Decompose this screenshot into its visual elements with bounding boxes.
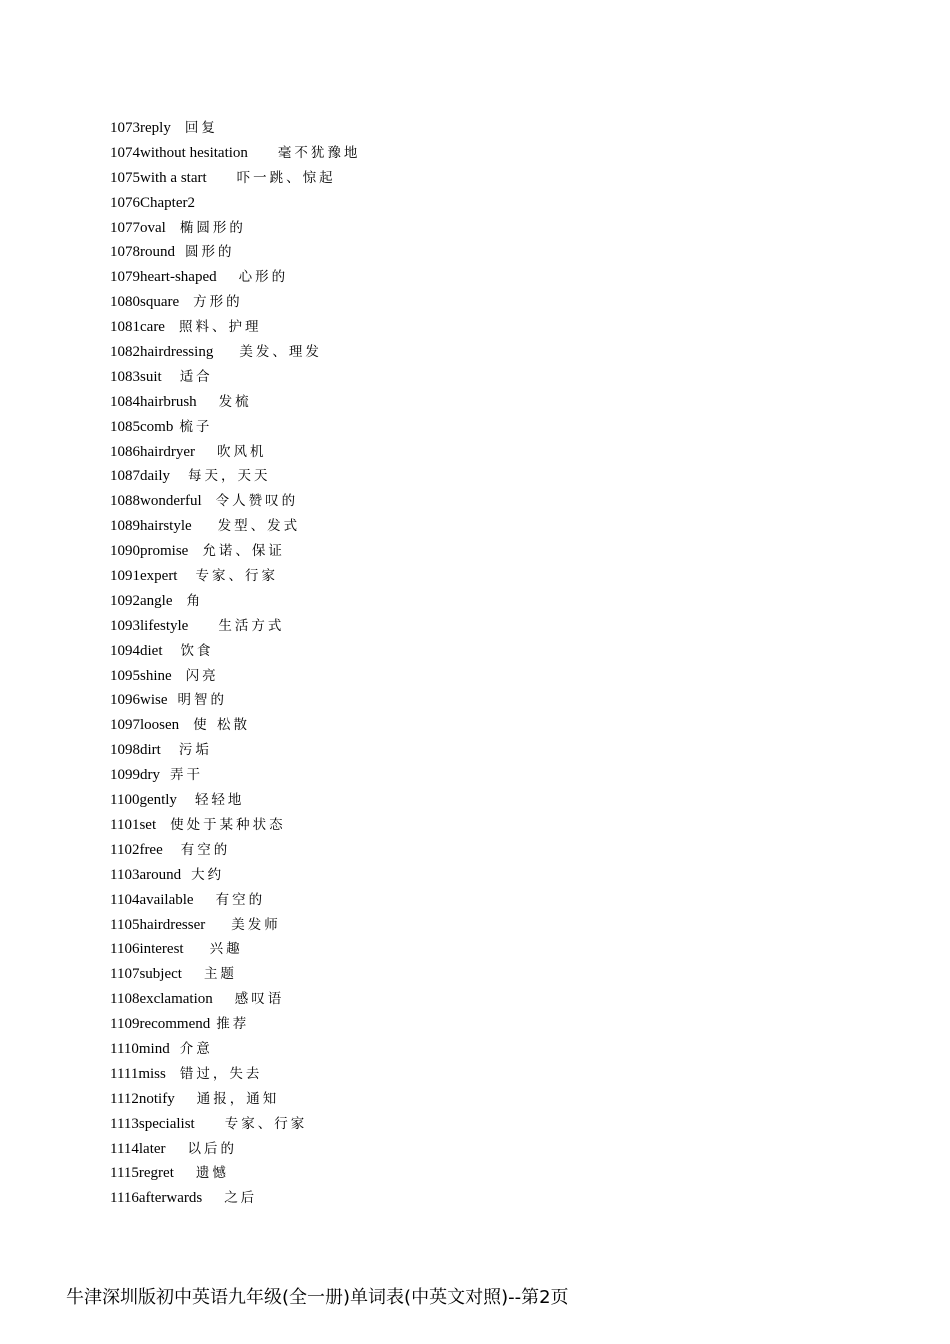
entry-chinese: 美发、理发 [239,344,322,361]
entry-english: 1102free [110,841,163,858]
vocabulary-entry [110,713,360,738]
vocabulary-entry [110,216,360,241]
vocabulary-entry [110,937,360,962]
entry-chinese: 照料、护理 [178,319,262,336]
entry-chinese: 发型、发式 [217,518,301,535]
entry-english: 1075with a start [110,169,207,186]
entry-english: 1073reply [110,120,171,136]
entry-english: 1108exclamation [110,991,213,1008]
vocabulary-entry [110,1186,360,1211]
entry-chinese: 感叹语 [234,991,285,1008]
entry-english: 1104available [110,891,194,908]
vocabulary-entry [110,440,360,465]
entry-english: 1078round [110,244,175,261]
entry-english: 1085comb [110,418,174,435]
entry-english: 1113specialist [110,1115,195,1132]
entry-chinese: 轻轻地 [194,792,245,809]
vocabulary-entry [110,489,360,514]
entry-chinese: 令人赞叹的 [215,493,299,510]
entry-english: 1092angle [110,592,173,609]
entry-chinese: 饮食 [180,642,214,659]
entry-english: 1091expert [110,568,178,585]
entry-english: 1110mind [110,1040,170,1057]
entry-english: 1100gently [110,792,177,809]
vocabulary-entry [110,888,360,913]
vocabulary-entry [110,315,360,340]
entry-chinese: 专家、行家 [195,568,278,585]
vocabulary-entry [110,191,360,216]
vocabulary-entry [110,464,360,489]
entry-english: 1083suit [110,368,162,385]
vocabulary-entry [110,664,360,689]
entry-english: 1103around [110,866,182,883]
entry-english: 1114later [110,1140,166,1157]
vocabulary-entry [110,539,360,564]
vocabulary-entry [110,913,360,938]
entry-english: 1086hairdryer [110,443,195,460]
entry-chinese: 允诺、保证 [202,543,285,560]
entry-chinese: 椭圆形的 [179,219,246,236]
entry-chinese: 兴趣 [209,941,243,958]
vocabulary-entry [110,290,360,315]
vocabulary-entry [110,987,360,1012]
entry-chinese: 错过，失去 [179,1065,263,1082]
vocabulary-entry [110,639,360,664]
entry-chinese: 使处于某种状态 [170,816,286,833]
entry-chinese: 使 松散 [193,717,250,734]
entry-english: 1106interest [110,941,184,958]
entry-chinese: 角 [186,592,203,609]
vocabulary-entry [110,1037,360,1062]
vocabulary-entry [110,1012,360,1037]
entry-chinese: 污垢 [178,742,212,759]
vocabulary-entry [110,265,360,290]
entry-english: 1098dirt [110,742,161,759]
entry-english: 1105hairdresser [110,916,206,933]
entry-english: 1094diet [110,642,163,659]
vocabulary-list [110,116,360,1211]
entry-chinese: 适合 [179,368,213,385]
entry-chinese: 梳子 [179,418,213,435]
vocabulary-entry [110,1137,360,1162]
entry-chinese: 闪亮 [185,667,219,684]
vocabulary-entry [110,838,360,863]
entry-english: 1079heart-shaped [110,269,217,286]
entry-chinese: 弄干 [170,767,203,784]
entry-chinese: 发梳 [218,393,252,410]
entry-chinese: 介意 [179,1040,213,1057]
entry-chinese: 生活方式 [218,617,285,634]
entry-chinese: 毫不犹豫地 [277,144,361,161]
vocabulary-entry [110,240,360,265]
entry-english: 1081care [110,319,165,336]
entry-chinese: 每天，天天 [188,468,271,485]
vocabulary-entry [110,141,360,166]
entry-english: 1088wonderful [110,493,202,510]
vocabulary-entry [110,166,360,191]
vocabulary-entry [110,614,360,639]
vocabulary-entry [110,514,360,539]
entry-chinese: 有空的 [180,841,231,858]
entry-english: 1074without hesitation [110,144,248,161]
entry-english: 1116afterwards [110,1190,203,1207]
entry-chinese: 有空的 [215,891,266,908]
vocabulary-entry [110,863,360,888]
entry-english: 1084hairbrush [110,393,197,410]
vocabulary-entry [110,813,360,838]
entry-english: 1109recommend [110,1016,211,1033]
entry-chinese: 通报，通知 [196,1090,280,1107]
entry-english: 1107subject [110,966,182,983]
page-footer: 牛津深圳版初中英语九年级(全一册)单词表(中英文对照)--第2页 [66,1287,569,1308]
vocabulary-entry [110,763,360,788]
vocabulary-entry [110,415,360,440]
vocabulary-entry [110,116,360,141]
entry-english: 1112notify [110,1090,175,1107]
entry-chinese: 明智的 [177,692,227,709]
entry-english: 1101set [110,816,157,833]
entry-chinese: 遗憾 [195,1165,229,1182]
entry-chinese: 主题 [203,966,237,983]
vocabulary-entry [110,1087,360,1112]
entry-english: 1080square [110,294,180,311]
entry-english: 1076Chapter2 [110,194,195,211]
vocabulary-entry [110,962,360,987]
vocabulary-entry [110,688,360,713]
vocabulary-entry [110,738,360,763]
vocabulary-entry [110,390,360,415]
entry-english: 1099dry [110,767,160,784]
entry-english: 1093lifestyle [110,617,189,634]
vocabulary-entry [110,365,360,390]
entry-chinese: 推荐 [216,1016,250,1033]
vocabulary-entry [110,589,360,614]
vocabulary-entry [110,1062,360,1087]
entry-chinese: 专家、行家 [224,1115,308,1132]
entry-chinese: 吓一跳、惊起 [236,169,336,186]
entry-english: 1095shine [110,667,172,684]
entry-english: 1111miss [110,1065,166,1082]
entry-english: 1097loosen [110,717,180,734]
entry-english: 1115regret [110,1165,174,1182]
entry-chinese: 圆形的 [185,244,235,261]
entry-english: 1087daily [110,468,170,485]
entry-chinese: 回复 [184,120,218,136]
entry-chinese: 心形的 [238,269,289,286]
entry-chinese: 之后 [224,1190,258,1207]
entry-english: 1077oval [110,219,166,236]
vocabulary-entry [110,564,360,589]
vocabulary-entry [110,788,360,813]
entry-chinese: 以后的 [187,1140,238,1157]
vocabulary-entry [110,1161,360,1186]
vocabulary-entry [110,1112,360,1137]
entry-english: 1089hairstyle [110,518,192,535]
entry-english: 1090promise [110,543,189,560]
vocabulary-entry [110,340,360,365]
entry-chinese: 大约 [191,866,225,883]
entry-chinese: 方形的 [193,294,243,311]
entry-english: 1096wise [110,692,168,709]
entry-english: 1082hairdressing [110,344,214,361]
entry-chinese: 美发师 [231,916,281,933]
entry-chinese: 吹风机 [216,443,267,460]
